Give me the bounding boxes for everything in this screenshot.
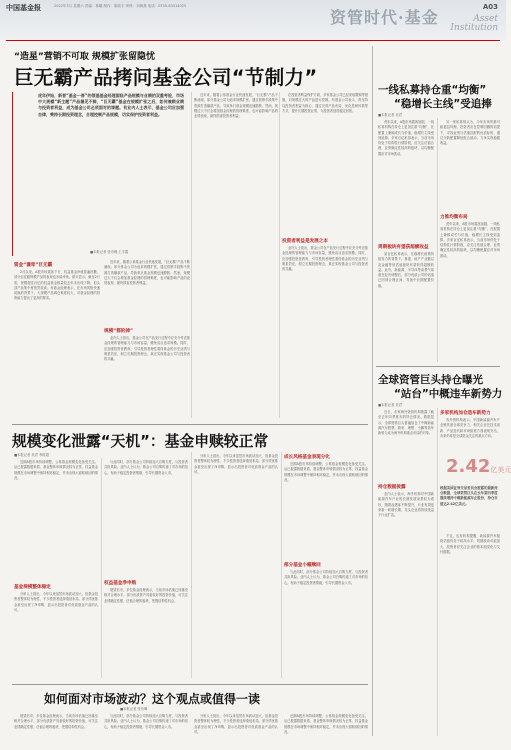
- bottom-story-body-2: 与此同时，部分基金公司持续加大自购力度，与投资者共担风险。业内人士认为，基金公司自购传递了对市场的信心，有助于稳定投资者情绪，引导长期资金入市。: [104, 714, 188, 729]
- right-story1-headline-1: 一线私募持仓重“均衡”: [378, 84, 487, 96]
- right-story1-byline: ■本报记者 吴君: [378, 113, 402, 117]
- middle-story-body-3: 与此同时，部分基金公司持续加大自购力度，与投资者共担风险。业内人士认为，基金公司自购传递了对市场的信心，有助于稳定投资者情绪，引导长期资金入市。: [104, 460, 188, 475]
- masthead: 中国基金报: [6, 3, 41, 12]
- right-story2-body-4: 不过，也有机构提醒，新能源汽车板块估值仍处于较高水平，短期波动可能加大，投资者应关注企业的基本面变化与交付数据。: [440, 534, 500, 554]
- section-divider: [376, 366, 500, 367]
- right-story1-body-1: 虎年以来，A股市场震荡加剧，一线私募机构在持仓上更加注重“均衡”，在配置上兼顾成长与价值，稳增长主线受到追捧。多家百亿私募表示，当前市场仍处于结构性行情阶段，应关注估值合理、业绩确定性较高的板块，以均衡配置应对市场波动。: [378, 120, 434, 156]
- col-rule: [191, 92, 192, 418]
- top-story-subhead-3: 投资者利益是发展之本: [282, 239, 328, 244]
- bottom-story-byline: ■本报记者 张舟琳: [120, 707, 148, 711]
- top-story-body-3: 近年来，随着公募基金行业快速发展，“巨无霸”产品不断涌现。部分基金公司为追求规模扩张，通过营销手段集中资源打造爆款产品，导致单只基金规模迅速膨胀。然而，规模过大不仅会增加基金经理的管理难度，也可能影响产品的业绩表现，最终损害投资者利益。: [194, 93, 278, 119]
- top-story-body-2: 近年来，随着公募基金行业快速发展，“巨无霸”产品不断涌现。部分基金公司为追求规模扩张，通过营销手段集中资源打造爆款产品，导致单只基金规模迅速膨胀。然而，规模过大不仅会增加基金经理的管理难度，也可能影响产品的业绩表现，最终损害投资者利益。: [104, 260, 190, 286]
- middle-story-body-5: 分析人士指出，今年以来虽然市场波动加大，但基金投资者整体较为理性，不少投资者选择逢低布局。部分绩优基金甚至出现了净申购，显示出投资者对优质基金产品的认可。: [194, 454, 278, 474]
- top-story-kicker: “造星”营销不可取 规模扩张留隐忧: [14, 52, 155, 62]
- bottom-story-headline: 如何面对市场波动？这个观点或值得一读: [44, 692, 261, 706]
- col-rule: [437, 118, 438, 362]
- big-number: [446, 456, 511, 477]
- top-story-body-1: 2月以来，A股市场震荡下行，权益基金净值普遍回撤，部分百亿级规模产品的表现也未能幸免。统计显示，截至2月底，规模超过百亿的权益基金数量较去年末出现下降，但头部产品集中度依然较高。有基金经理表示，在市场风格快速切换的背景下，大规模产品调仓难度较大，对基金经理的投资能力提出了更高的要求。: [14, 270, 100, 301]
- issue-meta: 2022年3月 星期六 责编：林曦 制作：陈欣宇 审核：刘海燕 电话：0755-83514025: [54, 4, 187, 8]
- middle-story-body-4: 展望后市，多位基金经理表示，当前市场估值已回落至相对合理水平，部分优质资产具备较好的投资价值，可关注业绩确定性强、估值合理的板块，把握结构性机会。: [104, 588, 188, 603]
- bottom-story-body-3: 分析人士指出，今年以来虽然市场波动加大，但基金投资者整体较为理性，不少投资者选择逢低布局。部分绩优基金甚至出现了净申购，显示出投资者对优质基金产品的认可。: [194, 714, 278, 734]
- page-code: A03: [482, 3, 498, 11]
- middle-story-byline: ■本报记者 吴君 李树超: [14, 453, 49, 457]
- right-story1-subhead-2: 力推均衡布局: [440, 215, 468, 220]
- lead-accent-bar: [12, 92, 13, 256]
- section-en-line1: Asset: [473, 14, 498, 24]
- right-story1-body-4: 虎年以来，A股市场震荡加剧，一线私募机构在持仓上更加注重“均衡”，在配置上兼顾成长与价值，稳增长主线受到追捧。多家百亿私募表示，当前市场仍处于结构性行情阶段，应关注估值合理、业绩确定性较高的板块，以均衡配置应对市场波动。: [440, 222, 500, 258]
- top-story-byline: ■本报记者 张舟琳 王宇露: [90, 250, 129, 254]
- middle-story-body-2: 分析人士指出，今年以来虽然市场波动加大，但基金投资者整体较为理性，不少投资者选择逢低布局。部分绩优基金甚至出现了净申购，显示出投资者对优质基金产品的认可。: [14, 592, 98, 612]
- col-rule: [279, 92, 280, 418]
- col-rule: [281, 452, 282, 678]
- right-column-rule: [372, 46, 373, 736]
- top-story-headline: 巨无霸产品拷问基金公司“节制力”: [14, 66, 318, 89]
- col-rule: [191, 452, 192, 678]
- middle-story-subhead-3: 部分基金小幅赎回: [284, 563, 321, 568]
- bottom-story-body-1: 展望后市，多位基金经理表示，当前市场估值已回落至相对合理水平，部分优质资产具备较好的投资价值，可关注业绩确定性强、估值合理的板块，把握结构性机会。: [14, 714, 98, 729]
- top-story-body-2b: 业内人士指出，基金公司在产品发行过程中应充分考虑基金经理的管理能力与市场容量，避免盲目追求规模。同时，应加强投资者教育，引导投资者理性看待基金的历史业绩与明星效应，树立长期投资理念，真正实现基金公司与投资者的共赢。: [104, 336, 190, 362]
- col-rule: [437, 408, 438, 736]
- right-story2-subhead-2: 多家机构加仓造车新势力: [440, 411, 491, 416]
- right-story1-headline-2: “稳增长主线”受追捧: [394, 98, 492, 110]
- big-number-value: 2.42: [446, 456, 491, 477]
- right-story2-subhead-1: 持仓数据披露: [378, 485, 406, 490]
- big-number-unit: 亿美元: [490, 466, 511, 474]
- top-story-body-4: 在投资者利益保护方面，多家基金公司已经采取限购等措施，对规模过大的产品进行控制。有基金公司表示，将坚持以投资者利益为核心，通过完善产品布局、优化投研体系等方式，提升长期投资业绩，为投资者创造稳定回报。: [282, 93, 368, 113]
- right-story2-byline: ■本报记者 吴君: [378, 403, 402, 407]
- right-story1-subhead-1: 周期板块有望获超额收益: [378, 245, 429, 250]
- right-story2-body-3: 有外资机构表示，中国新能源汽车产业链具备全球竞争力，相关企业在技术创新、产品迭代和市场拓展方面表现突出，未来仍将是全球资金关注的重点方向。: [440, 418, 500, 438]
- section-en: [450, 15, 498, 33]
- section-divider: [12, 684, 368, 685]
- page-header: [0, 0, 506, 40]
- top-story-subhead-1: 资金“谦卑”巨无霸: [14, 263, 53, 268]
- right-story2-body-2: 业内人士表示，海外机构对中国新能源汽车产业的长期发展前景较为看好，随着渗透率不断提升，行业有望迎来新一轮增长期，龙头企业将持续受益于行业扩容。: [378, 492, 434, 518]
- top-story-body-5: 业内人士指出，基金公司在产品发行过程中应充分考虑基金经理的管理能力与市场容量，避免盲目追求规模。同时，应加强投资者教育，引导投资者理性看待基金的历史业绩与明星效应，树立长期投资理念，真正实现基金公司与投资者的共赢。: [282, 246, 368, 272]
- middle-story-body-7: 与此同时，部分基金公司持续加大自购力度，与投资者共担风险。业内人士认为，基金公司自购传递了对市场的信心，有助于稳定投资者情绪，引导长期资金入市。: [284, 570, 368, 585]
- right-story1-body-2: 某百亿私募表示，在稳增长政策持续发力的背景下，基建、地产产业链以及金融等低估值板块有望获得超额收益。此外，新能源、半导体等高景气赛道在经历调整后，部分优质公司的估值已回到合理区间，具备中长期配置价值。: [378, 252, 434, 288]
- section-divider: [12, 424, 368, 425]
- right-story2-headline-1: 全球资管巨头持仓曝光: [378, 374, 483, 386]
- right-story1-body-3: 另一家私募则认为，今年市场风格可能更趋均衡，投资者应在控制回撤的前提下，寻找业绩与估值匹配的优质标的，通过分散配置降低组合波动，力争实现稳健收益。: [440, 120, 500, 146]
- middle-story-body-6: 近期A股市场持续调整，公募基金规模变化备受关注。从已披露数据来看，基金整体申赎情况较为正常，权益基金规模在市场调整中保持相对稳定，并未出现大面积赎回的情况。: [284, 462, 368, 482]
- middle-story-subhead-2: 权益基金净申购: [104, 581, 137, 586]
- header-rule: [6, 40, 500, 41]
- middle-story-body-1: 近期A股市场持续调整，公募基金规模变化备受关注。从已披露数据来看，基金整体申赎情况较为正常，权益基金规模在市场调整中保持相对稳定，并未出现大面积赎回的情况。: [14, 460, 98, 480]
- pull-quote: 根据美国证券交易委员会披露的最新持仓数据，全球资管巨头在去年第四季度继续增持中概新能源车企股份，持仓市值达2.42亿美元。: [440, 486, 498, 506]
- col-rule: [101, 458, 102, 678]
- top-story-lead: 虎年伊始，新晋“基金一哥”的领基基金经理面临产品规模与业绩的双重考验，市场中大规模“新主题”产品屡见不鲜，“巨无霸”基金在规模扩张之后，如何兼顾业绩与投资者利益，成为基金公司必须面对的课题。有业内人士表示，基金公司应加强自律，秉持长期投资理念，合理控制产品规模，切实保护投资者利益。: [38, 93, 184, 117]
- middle-story-subhead-4: 成长风格基金表现分化: [284, 455, 330, 460]
- middle-story-headline: 规模变化泄露“天机”：基金申赎较正常: [12, 433, 269, 450]
- top-story-subhead-2: 规模“都的掉”: [104, 329, 134, 334]
- section-en-line2: Institution: [450, 23, 498, 33]
- right-story2-headline-2: “站台”中概违车新势力: [394, 388, 503, 400]
- bottom-story-body-4: 近期A股市场持续调整，公募基金规模变化备受关注。从已披露数据来看，基金整体申赎情况较为正常，权益基金规模在市场调整中保持相对稳定，并未出现大面积赎回的情况。: [284, 714, 368, 734]
- middle-story-subhead-1: 基金规模整体稳定: [14, 585, 51, 590]
- section-title: 资管时代·基金: [330, 8, 439, 27]
- right-story2-body-1: 近日，多家海外资管机构披露了截至去年四季度末的持仓情况。数据显示，全球资管巨头普遍加仓了中概新能源汽车股票，蔚来、理想、小鹏等造车新势力成为海外机构重点布局的对象。: [378, 410, 434, 436]
